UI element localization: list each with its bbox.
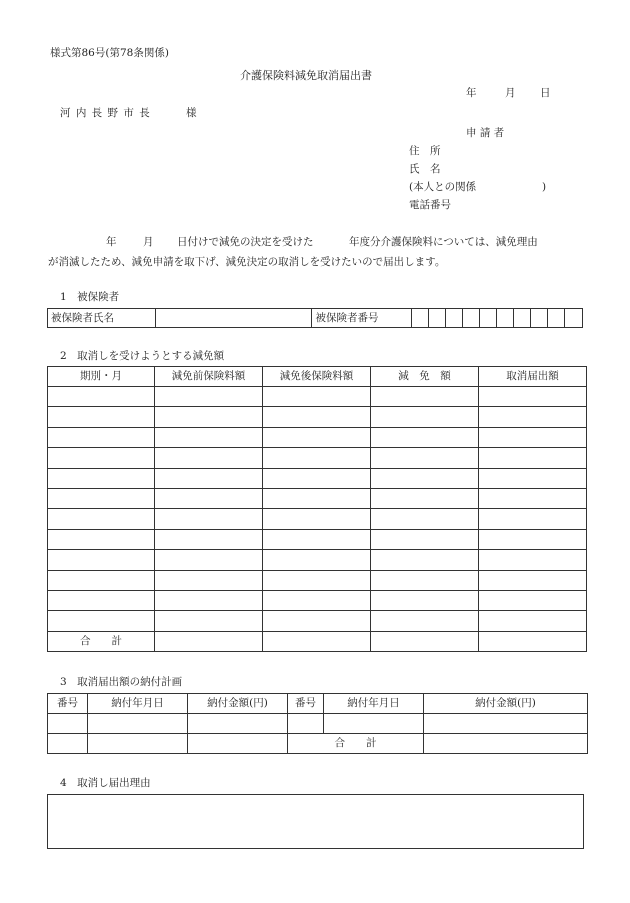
reduction-cell[interactable]	[479, 448, 587, 468]
section2-heading: 2 取消しを受けようとする減免額	[60, 350, 225, 362]
reduction-cell[interactable]	[155, 590, 263, 610]
total-label: 合 計	[48, 631, 155, 651]
payment-total-label: 合 計	[288, 734, 424, 754]
table-row	[48, 550, 587, 570]
reduction-cell[interactable]	[371, 550, 479, 570]
col-before-amount: 減免前保険料額	[155, 367, 263, 387]
total-cell[interactable]	[155, 631, 263, 651]
reduction-cell[interactable]	[155, 387, 263, 407]
reduction-cell[interactable]	[48, 550, 155, 570]
phone-label: 電話番号	[409, 199, 451, 211]
insured-number-digit[interactable]	[547, 309, 564, 328]
page-title: 介護保険料減免取消届出書	[240, 69, 372, 82]
table-row	[48, 488, 587, 508]
relation-close: )	[542, 181, 547, 193]
table-row	[48, 590, 587, 610]
body-month: 月	[143, 236, 154, 248]
reduction-cell[interactable]	[479, 550, 587, 570]
reduction-cell[interactable]	[263, 509, 371, 529]
reduction-cell[interactable]	[155, 550, 263, 570]
col-reduction-amount: 減 免 額	[371, 367, 479, 387]
relation-label: (本人との関係	[409, 181, 477, 193]
insured-number-digit[interactable]	[462, 309, 479, 328]
insured-name-label: 被保険者氏名	[48, 309, 156, 328]
payment-plan-table	[47, 693, 588, 754]
col-number-1: 番号	[48, 694, 88, 714]
reduction-cell[interactable]	[371, 529, 479, 549]
reduction-cell[interactable]	[155, 570, 263, 590]
reduction-cell[interactable]	[48, 448, 155, 468]
col-payment-amount-1: 納付金額(円)	[188, 694, 288, 714]
table-row	[48, 468, 587, 488]
payment-total-cell[interactable]	[424, 734, 588, 754]
reduction-cell[interactable]	[479, 488, 587, 508]
body-line2: が消滅したため、減免申請を取下げ、減免決定の取消しを受けたいので届出します。	[48, 256, 446, 268]
col-payment-date-1: 納付年月日	[88, 694, 188, 714]
table-row	[48, 448, 587, 468]
reduction-cell[interactable]	[479, 590, 587, 610]
date-year-label: 年	[466, 87, 477, 99]
col-payment-date-2: 納付年月日	[324, 694, 424, 714]
section1-heading: 1 被保険者	[60, 291, 120, 303]
table-row	[48, 427, 587, 447]
reduction-cell[interactable]	[48, 570, 155, 590]
reduction-cell[interactable]	[479, 427, 587, 447]
reduction-cell[interactable]	[48, 468, 155, 488]
reduction-cell[interactable]	[263, 488, 371, 508]
reduction-cell[interactable]	[479, 529, 587, 549]
payment-cell[interactable]	[48, 734, 88, 754]
reduction-cell[interactable]	[155, 427, 263, 447]
reduction-cell[interactable]	[371, 407, 479, 427]
reduction-cell[interactable]	[479, 468, 587, 488]
reduction-cell[interactable]	[371, 468, 479, 488]
reduction-cell[interactable]	[263, 611, 371, 631]
total-cell[interactable]	[263, 631, 371, 651]
reduction-cell[interactable]	[155, 488, 263, 508]
reduction-cell[interactable]	[479, 570, 587, 590]
date-month-label: 月	[505, 87, 516, 99]
reduction-cell[interactable]	[263, 570, 371, 590]
insured-number-digit[interactable]	[445, 309, 462, 328]
reduction-cell[interactable]	[155, 448, 263, 468]
reduction-cell[interactable]	[155, 509, 263, 529]
total-cell[interactable]	[371, 631, 479, 651]
table-row	[48, 407, 587, 427]
reduction-cell[interactable]	[155, 529, 263, 549]
payment-cell[interactable]	[88, 734, 188, 754]
insured-number-digit[interactable]	[428, 309, 445, 328]
insured-number-digit[interactable]	[411, 309, 428, 328]
reduction-cell[interactable]	[263, 529, 371, 549]
reduction-cell[interactable]	[371, 611, 479, 631]
payment-cell[interactable]	[424, 714, 588, 734]
reduction-cell[interactable]	[479, 509, 587, 529]
reduction-cell[interactable]	[371, 509, 479, 529]
applicant-heading: 申 請 者	[466, 127, 505, 139]
reason-textarea[interactable]	[47, 794, 584, 849]
addressee-honorific: 様	[186, 107, 197, 119]
reduction-cell[interactable]	[371, 570, 479, 590]
reduction-cell[interactable]	[371, 488, 479, 508]
table-row	[48, 611, 587, 631]
reduction-cell[interactable]	[371, 427, 479, 447]
payment-cell[interactable]	[288, 714, 324, 734]
reduction-cell[interactable]	[479, 611, 587, 631]
reduction-cell[interactable]	[371, 590, 479, 610]
reduction-cell[interactable]	[48, 590, 155, 610]
insured-number-digit[interactable]	[496, 309, 513, 328]
table-row	[48, 570, 587, 590]
payment-cell[interactable]	[188, 734, 288, 754]
reduction-cell[interactable]	[263, 468, 371, 488]
reduction-cell[interactable]	[155, 611, 263, 631]
reduction-cell[interactable]	[263, 590, 371, 610]
reduction-cell[interactable]	[263, 550, 371, 570]
payment-cell[interactable]	[324, 714, 424, 734]
body-year: 年	[106, 236, 117, 248]
insured-number-digit[interactable]	[530, 309, 547, 328]
col-after-amount: 減免後保険料額	[263, 367, 371, 387]
insured-number-digit[interactable]	[564, 309, 582, 328]
reduction-cell[interactable]	[155, 468, 263, 488]
reduction-cell[interactable]	[48, 509, 155, 529]
reduction-cell[interactable]	[48, 611, 155, 631]
reduction-cell[interactable]	[263, 448, 371, 468]
date-day-label: 日	[540, 87, 551, 99]
col-number-2: 番号	[288, 694, 324, 714]
insured-number-digit[interactable]	[479, 309, 496, 328]
addressee-name: 河 内 長 野 市 長	[60, 107, 151, 119]
table-row	[48, 387, 587, 407]
payment-cell[interactable]	[48, 714, 88, 734]
reduction-cell[interactable]	[263, 427, 371, 447]
reduction-cell[interactable]	[48, 529, 155, 549]
reduction-cell[interactable]	[263, 407, 371, 427]
payment-cell[interactable]	[88, 714, 188, 734]
total-cell[interactable]	[479, 631, 587, 651]
reduction-cell[interactable]	[263, 387, 371, 407]
col-payment-amount-2: 納付金額(円)	[424, 694, 588, 714]
reduction-cell[interactable]	[48, 387, 155, 407]
reduction-cell[interactable]	[479, 387, 587, 407]
reduction-cell[interactable]	[371, 448, 479, 468]
body-mid: 日付けで減免の決定を受けた	[177, 236, 314, 248]
table-row	[48, 509, 587, 529]
form-number: 様式第86号(第78条関係)	[50, 47, 169, 59]
body-end: 年度分介護保険料については、減免理由	[349, 236, 538, 248]
col-cancel-amount: 取消届出額	[479, 367, 587, 387]
reduction-cell[interactable]	[371, 387, 479, 407]
section4-heading: 4 取消し届出理由	[60, 777, 151, 789]
insured-name-field[interactable]	[156, 309, 312, 328]
reduction-cell[interactable]	[48, 407, 155, 427]
reduction-cell[interactable]	[48, 427, 155, 447]
reduction-cell[interactable]	[479, 407, 587, 427]
insured-number-digit[interactable]	[513, 309, 530, 328]
insured-table	[47, 308, 583, 328]
section3-heading: 3 取消届出額の納付計画	[60, 676, 183, 688]
col-period: 期別・月	[48, 367, 155, 387]
payment-cell[interactable]	[188, 714, 288, 734]
reduction-cell[interactable]	[155, 407, 263, 427]
name-label: 氏 名	[409, 163, 441, 175]
reduction-cell[interactable]	[48, 488, 155, 508]
insured-number-label: 被保険者番号	[312, 309, 411, 328]
address-label: 住 所	[409, 145, 441, 157]
reduction-table	[47, 366, 587, 652]
table-row	[48, 529, 587, 549]
